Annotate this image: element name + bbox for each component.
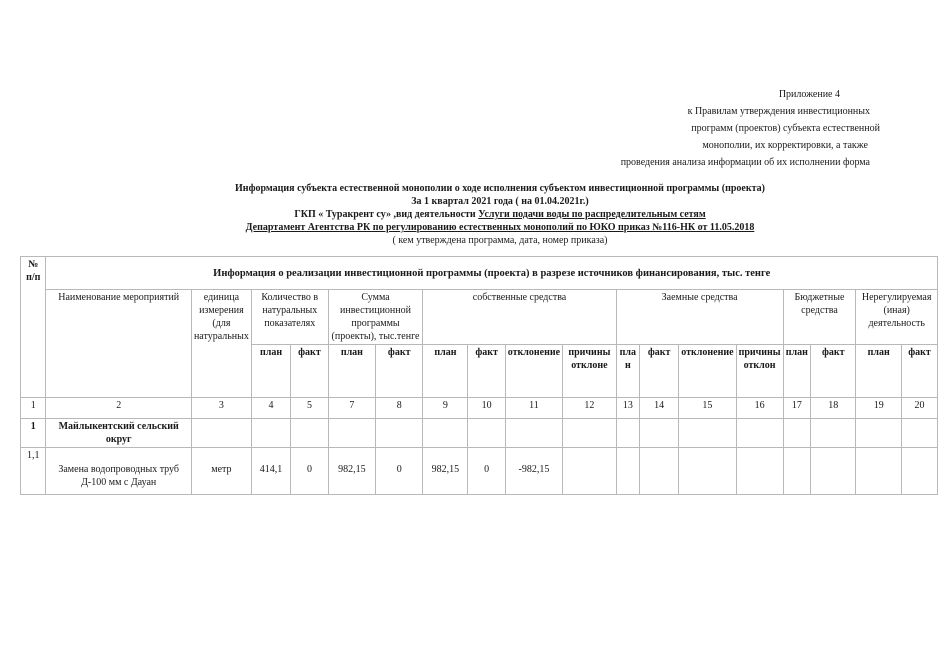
row-sum-fact: 0 bbox=[376, 448, 423, 495]
investment-program-table bbox=[20, 256, 938, 495]
table-cell bbox=[563, 419, 617, 448]
table-cell bbox=[783, 419, 810, 448]
row-qty-fact: 0 bbox=[291, 448, 328, 495]
table-row bbox=[21, 448, 938, 495]
col-header-sum: Сумма инвестиционной программы (проекты), тыс.тенге bbox=[328, 290, 423, 345]
appendix-line: программ (проектов) субъекта естественной bbox=[691, 123, 880, 134]
table-cell bbox=[640, 419, 679, 448]
document-title: Информация субъекта естественной монополии о ходе исполнения субъектом инвестиционной программы (проекта) bbox=[235, 183, 765, 194]
table-cell bbox=[505, 419, 562, 448]
col-header-quantity: Количество в натуральных показателях bbox=[251, 290, 328, 345]
col-header-other-activity: Нерегулируемая (иная) деятельность bbox=[856, 290, 938, 345]
table-cell bbox=[856, 419, 902, 448]
column-number: 13 bbox=[616, 398, 639, 419]
row-own-fact: 0 bbox=[468, 448, 505, 495]
column-number: 4 bbox=[251, 398, 290, 419]
appendix-line: к Правилам утверждения инвестиционных bbox=[687, 106, 870, 117]
col-header-budget-funds: Бюджетные средства bbox=[783, 290, 856, 345]
column-number: 3 bbox=[191, 398, 251, 419]
table-row bbox=[21, 419, 938, 448]
sub-header-fact: факт bbox=[468, 345, 505, 398]
column-number: 1 bbox=[21, 398, 46, 419]
table-cell bbox=[736, 419, 783, 448]
row-unit: метр bbox=[191, 448, 251, 495]
table-cell bbox=[423, 419, 468, 448]
column-number: 5 bbox=[291, 398, 328, 419]
col-header-loan-funds: Заемные средства bbox=[616, 290, 783, 345]
column-number: 20 bbox=[902, 398, 938, 419]
table-cell bbox=[251, 419, 290, 448]
sub-header-reasons: причины отклоне bbox=[563, 345, 617, 398]
sub-header-fact: факт bbox=[811, 345, 856, 398]
column-number: 7 bbox=[328, 398, 375, 419]
appendix-note bbox=[560, 86, 880, 171]
table-cell bbox=[679, 419, 736, 448]
table-cell bbox=[291, 419, 328, 448]
table-cell bbox=[328, 419, 375, 448]
col-header-unit: единица измерения (для натуральных bbox=[191, 290, 251, 398]
table-cell bbox=[616, 419, 639, 448]
column-number: 12 bbox=[563, 398, 617, 419]
row-sum-plan: 982,15 bbox=[328, 448, 375, 495]
sub-header-plan: план bbox=[856, 345, 902, 398]
approving-department: Департамент Агентства РК по регулированию естественных монополий по ЮКО приказ №116-НК от 11.05.2018 bbox=[245, 222, 755, 233]
row-name: Майлыкентский сельский округ bbox=[46, 419, 192, 448]
table-cell bbox=[902, 419, 938, 448]
table-cell bbox=[783, 448, 810, 495]
activity-type: Услуги подачи воды по распределительным сетям bbox=[478, 209, 706, 220]
sub-header-plan: план bbox=[423, 345, 468, 398]
column-number: 17 bbox=[783, 398, 810, 419]
col-header-number: № п/п bbox=[21, 257, 46, 398]
report-period: За 1 квартал 2021 года ( на 01.04.2021г.) bbox=[411, 196, 589, 207]
table-cell bbox=[736, 448, 783, 495]
approval-note: ( кем утверждена программа, дата, номер приказа) bbox=[392, 235, 608, 246]
table-cell bbox=[640, 448, 679, 495]
row-number: 1,1 bbox=[21, 448, 46, 495]
row-number: 1 bbox=[21, 419, 46, 448]
table-cell bbox=[468, 419, 505, 448]
organization-prefix: ГКП « Туракрент су» ,вид деятельности bbox=[294, 209, 479, 220]
column-number: 9 bbox=[423, 398, 468, 419]
sub-header-plan: план bbox=[328, 345, 375, 398]
column-number: 10 bbox=[468, 398, 505, 419]
table-cell bbox=[616, 448, 639, 495]
table-cell bbox=[811, 419, 856, 448]
sub-header-plan: план bbox=[783, 345, 810, 398]
row-own-plan: 982,15 bbox=[423, 448, 468, 495]
column-number: 16 bbox=[736, 398, 783, 419]
document-title-block bbox=[140, 182, 860, 247]
table-cell bbox=[856, 448, 902, 495]
sub-header-plan: план bbox=[616, 345, 639, 398]
table-cell bbox=[811, 448, 856, 495]
column-number: 14 bbox=[640, 398, 679, 419]
column-number: 8 bbox=[376, 398, 423, 419]
table-cell bbox=[191, 419, 251, 448]
appendix-line: монополии, их корректировки, а также bbox=[702, 140, 868, 151]
sub-header-fact: факт bbox=[640, 345, 679, 398]
sub-header-fact: факт bbox=[291, 345, 328, 398]
organization-line bbox=[140, 208, 860, 221]
sub-header-reasons: причины отклон bbox=[736, 345, 783, 398]
appendix-line: проведения анализа информации об их исполнении форма bbox=[620, 157, 870, 168]
table-cell bbox=[679, 448, 736, 495]
table-cell bbox=[902, 448, 938, 495]
column-number: 19 bbox=[856, 398, 902, 419]
row-qty-plan: 414,1 bbox=[251, 448, 290, 495]
column-number: 18 bbox=[811, 398, 856, 419]
sub-header-deviation: отклонение bbox=[505, 345, 562, 398]
row-name: Замена водопроводных труб Д-100 мм с Дауан bbox=[46, 448, 192, 495]
sub-header-plan: план bbox=[251, 345, 290, 398]
table-cell bbox=[376, 419, 423, 448]
appendix-line: Приложение 4 bbox=[778, 89, 840, 100]
column-number: 11 bbox=[505, 398, 562, 419]
table-cell bbox=[563, 448, 617, 495]
sub-header-deviation: отклонение bbox=[679, 345, 736, 398]
col-header-own-funds: собственные средства bbox=[423, 290, 616, 345]
sub-header-fact: факт bbox=[376, 345, 423, 398]
column-number: 2 bbox=[46, 398, 192, 419]
sub-header-fact: факт bbox=[902, 345, 938, 398]
row-own-deviation: -982,15 bbox=[505, 448, 562, 495]
col-header-name: Наименование мероприятий bbox=[46, 290, 192, 398]
section-title: Информация о реализации инвестиционной программы (проекта) в разрезе источников финансирования, тыс. тенге bbox=[46, 257, 938, 290]
column-number: 15 bbox=[679, 398, 736, 419]
